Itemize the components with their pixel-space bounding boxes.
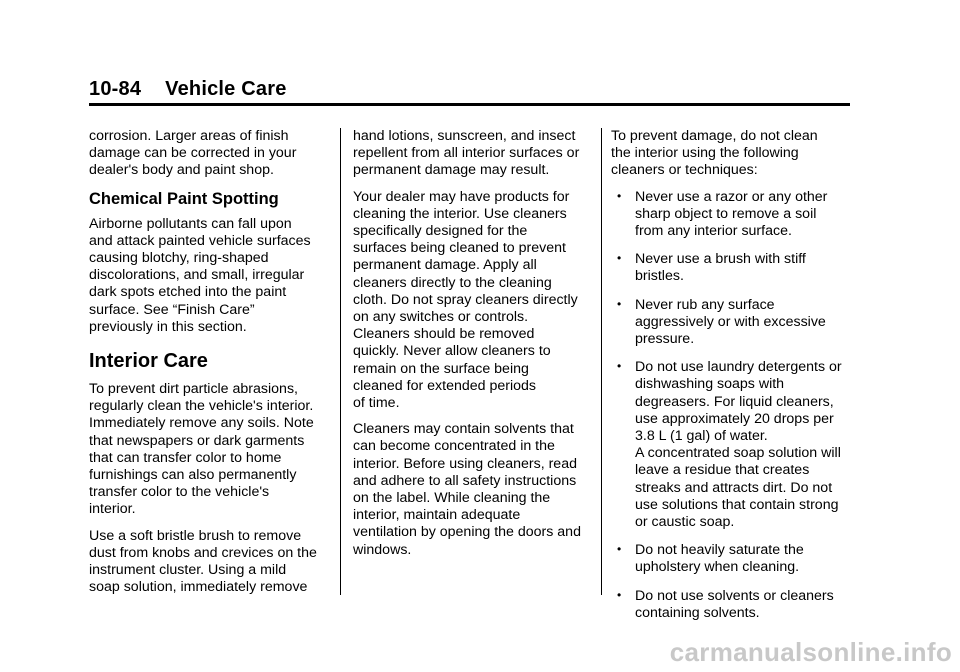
page-header (89, 78, 287, 101)
paragraph: Use a soft bristle brush to remove dust from knobs and crevices on the instrument cluster. Using a mild soap solution, immediately remove (89, 527, 317, 596)
paragraph: To prevent damage, do not clean the interior using the following cleaners or techniques: (611, 128, 818, 179)
page-number: 10-84 (89, 78, 142, 100)
paragraph: To prevent dirt particle abrasions, regularly clean the vehicle's interior. Immediately remove any soils. Note that newspapers or dark garments that can transfer color to home furnishings can also permanently transfer color to the vehicle's interior. (89, 381, 314, 518)
cleaning-warnings-list (611, 189, 856, 622)
bullet-icon: • (617, 251, 622, 266)
list-item (611, 359, 856, 531)
bullet-icon: • (617, 542, 622, 557)
list-item-text: Never use a razor or any other sharp object to remove a soil from any interior surface. (635, 188, 828, 240)
paragraph: hand lotions, sunscreen, and insect repellent from all interior surfaces or permanent damage may result. (353, 128, 580, 179)
list-item-text: Do not use solvents or cleaners containing solvents. (635, 587, 834, 621)
bullet-icon: • (617, 587, 622, 602)
column-divider (340, 128, 341, 595)
list-item (611, 189, 856, 241)
column-3 (611, 128, 856, 633)
bullet-icon: • (617, 188, 622, 203)
list-item-text: Do not use laundry detergents or dishwashing soaps with degreasers. For liquid cleaners, use approximately 20 drops per 3.8 L (1 gal) of water. A concentrated soap solution will leave a residue that creates streaks and attracts dirt. Do not use solutions that contain strong or caustic soap. (635, 359, 842, 531)
bullet-icon: • (617, 296, 622, 311)
header-rule (89, 103, 850, 106)
list-item-text: Never use a brush with stiff bristles. (635, 251, 806, 285)
watermark-text: carmanualsonline.info (669, 637, 952, 667)
section-title: Vehicle Care (165, 78, 287, 100)
paragraph: Your dealer may have products for cleaning the interior. Use cleaners specifically designed for the surfaces being cleaned to prevent permanent damage. Apply all cleaners directly to the cleaning cloth. Do not spray cleaners directly on any switches or controls. Cleaners should be removed quickly. Never allow cleaners to remain on the surface being cleaned for extended periods of time. (353, 188, 578, 412)
bullet-icon: • (617, 359, 622, 374)
heading-interior-care: Interior Care (89, 350, 208, 373)
list-item (611, 251, 856, 285)
column-divider (601, 128, 602, 595)
paragraph: corrosion. Larger areas of finish damage can be corrected in your dealer's body and paint shop. (89, 128, 297, 179)
list-item-text: Do not heavily saturate the upholstery when cleaning. (635, 542, 804, 576)
list-item (611, 297, 856, 349)
list-item-text: Never rub any surface aggressively or with excessive pressure. (635, 296, 826, 348)
list-item (611, 588, 856, 622)
column-1 (89, 128, 331, 605)
column-2 (353, 128, 595, 568)
paragraph: Airborne pollutants can fall upon and attack painted vehicle surfaces causing blotchy, ring-shaped discolorations, and small, irregular dark spots etched into the paint surface. See “Finish Care” previously in this section. (89, 215, 311, 335)
paragraph: Cleaners may contain solvents that can become concentrated in the interior. Before using cleaners, read and adhere to all safety instructions on the label. While cleaning the interior, maintain adequate ventilation by opening the doors and windows. (353, 421, 581, 558)
heading-chemical-paint-spotting: Chemical Paint Spotting (89, 189, 279, 208)
list-item (611, 542, 856, 576)
